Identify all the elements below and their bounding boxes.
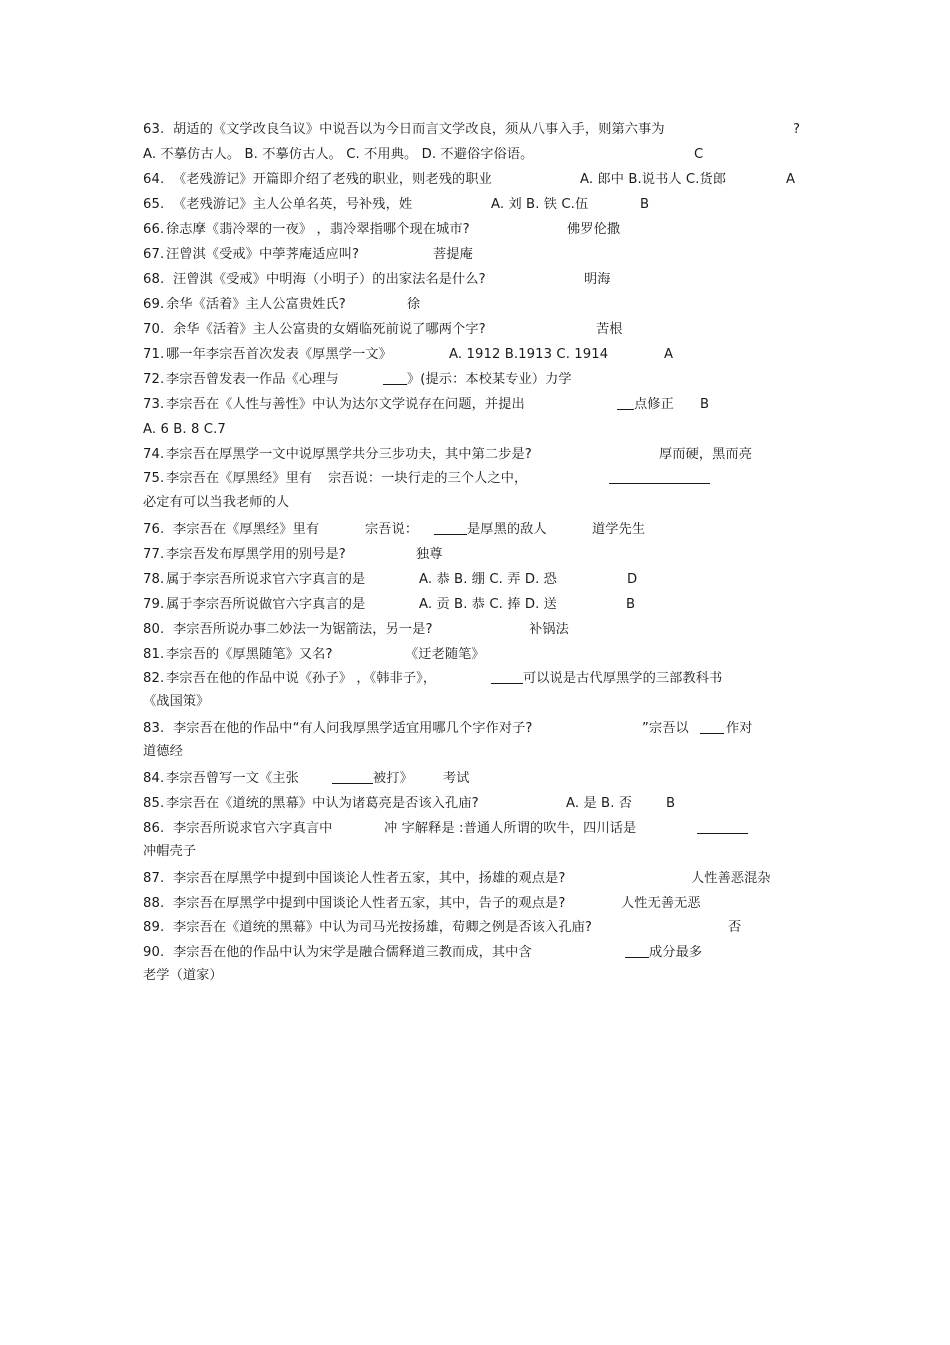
answer: 明海 — [584, 272, 611, 287]
question-text: 李宗吾在厚黑学中提到中国谈论人性者五家，其中，告子的观点是? — [173, 896, 566, 911]
question-number: 72. — [143, 372, 165, 387]
question-text: 李宗吾曾发表一作品《心理与 — [166, 372, 339, 387]
question-text-line2: 必定有可以当我老师的人 — [143, 495, 290, 510]
question-text: 《老残游记》开篇即介绍了老残的职业，则老残的职业 — [173, 172, 492, 187]
question-number: 87. — [143, 871, 165, 886]
answer: 道学先生 — [592, 522, 646, 537]
question-number: 84. — [143, 771, 165, 786]
question-text-cont: 冲 字解释是 :普通人所谓的吹牛，四川话是 — [384, 821, 637, 836]
blank — [697, 819, 748, 841]
question-number: 83. — [143, 721, 165, 736]
question-text-cont: 点修正 — [634, 397, 674, 412]
question-number: 69. — [143, 297, 165, 312]
question-text-cont2: 作对 — [726, 721, 753, 736]
question-text: 余华《活着》主人公富贵姓氏? — [166, 297, 346, 312]
answer: B — [700, 397, 710, 412]
question-text-line2: 《战国策》 — [143, 694, 210, 709]
answer: 厚而硬，黑而亮 — [659, 447, 753, 462]
question-number: 65. — [143, 197, 165, 212]
blank — [609, 469, 710, 491]
options-text: A. 1912 B.1913 C. 1914 — [449, 347, 609, 362]
answer: 独尊 — [416, 547, 443, 562]
question-text: 李宗吾的《厚黑随笔》又名? — [166, 647, 333, 662]
answer: B — [666, 796, 676, 811]
blank — [617, 395, 634, 417]
question-text: 《老残游记》主人公单名英，号补残，姓 — [173, 197, 413, 212]
answer: B — [626, 597, 636, 612]
question-text: 汪曾淇《受戒》中荸荠庵适应叫? — [166, 247, 360, 262]
question-number: 75. — [143, 471, 165, 486]
answer: 《迂老随笔》 — [405, 647, 485, 662]
question-text: 李宗吾在他的作品中“有人问我厚黑学适宜用哪几个字作对子? — [173, 721, 533, 736]
question-text: 李宗吾在厚黑学一文中说厚黑学共分三步功夫，其中第二步是? — [166, 447, 532, 462]
blank — [383, 370, 407, 392]
question-number: 70. — [143, 322, 165, 337]
answer: 补锅法 — [529, 622, 569, 637]
question-number: 80. — [143, 622, 165, 637]
options-text: A. 6 B. 8 C.7 — [143, 422, 226, 437]
question-text: 李宗吾在《道统的黑幕》中认为诸葛亮是否该入孔庙? — [166, 796, 479, 811]
blank — [491, 669, 523, 691]
question-text: 李宗吾在厚黑学中提到中国谈论人性者五家，其中，扬雄的观点是? — [173, 871, 566, 886]
blank — [434, 520, 467, 542]
question-number: 79. — [143, 597, 165, 612]
question-text-cont: 宗吾说： — [365, 522, 419, 537]
question-text: 汪曾淇《受戒》中明海（小明子）的出家法名是什么? — [173, 272, 486, 287]
options-text: A. 贡 B. 恭 C. 捧 D. 送 — [419, 597, 557, 612]
question-text: 徐志摩《翡冷翠的一夜》 ，翡冷翠指哪个现在城市? — [166, 222, 470, 237]
answer: 人性善恶混杂 — [691, 871, 771, 886]
blank — [332, 769, 373, 791]
question-text-cont: 宗吾说：一块行走的三个人之中， — [328, 471, 528, 486]
answer: D — [627, 572, 638, 587]
question-text: 李宗吾在《厚黑经》里有 — [173, 522, 320, 537]
question-number: 76. — [143, 522, 165, 537]
question-text: 李宗吾在《厚黑经》里有 — [166, 471, 313, 486]
question-number: 67. — [143, 247, 165, 262]
answer: 人性无善无恶 — [621, 896, 701, 911]
question-number: 74. — [143, 447, 165, 462]
question-text: 李宗吾在《人性与善性》中认为达尔文学说存在问题，并提出 — [166, 397, 525, 412]
options-text: A. 恭 B. 绷 C. 弄 D. 恐 — [419, 572, 557, 587]
question-number: 89. — [143, 920, 165, 935]
question-number: 86. — [143, 821, 165, 836]
question-text: 李宗吾所说求官六字真言中 — [173, 821, 333, 836]
question-number: 63. — [143, 122, 165, 137]
question-text-cont: 成分最多 — [649, 945, 703, 960]
options-text: A. 刘 B. 铁 C.伍 — [491, 197, 589, 212]
answer: C — [694, 147, 704, 162]
question-text: 李宗吾在他的作品中说《孙子》 ，《韩非子》， — [166, 671, 437, 686]
answer: 否 — [728, 920, 742, 935]
question-number: 90. — [143, 945, 165, 960]
answer: 苦根 — [596, 322, 623, 337]
options-text: A. 郎中 B.说书人 C.货郎 — [580, 172, 727, 187]
question-text: 李宗吾发布厚黑学用的别号是? — [166, 547, 346, 562]
answer: 菩提庵 — [433, 247, 473, 262]
question-text-line2: 老学（道家） — [143, 968, 223, 983]
answer: A — [786, 172, 796, 187]
question-text: 属于李宗吾所说做官六字真言的是 — [166, 597, 366, 612]
question-text: 属于李宗吾所说求官六字真言的是 — [166, 572, 366, 587]
question-text: 李宗吾在他的作品中认为宋学是融合儒释道三教而成，其中含 — [173, 945, 532, 960]
question-text-cont: 可以说是古代厚黑学的三部教科书 — [523, 671, 723, 686]
options-text: A. 是 B. 否 — [566, 796, 633, 811]
question-number: 85. — [143, 796, 165, 811]
question-text-line2: 冲帽壳子 — [143, 844, 197, 859]
question-number: 64. — [143, 172, 165, 187]
options-text: A. 不摹仿古人。 B. 不摹仿古人。 C. 不用典。 D. 不避俗字俗语。 — [143, 147, 534, 162]
blank — [700, 719, 724, 741]
question-text: 李宗吾所说办事二妙法一为锯箭法，另一是? — [173, 622, 433, 637]
question-text-cont2: 是厚黑的敌人 — [467, 522, 547, 537]
question-number: 66. — [143, 222, 165, 237]
question-text-cont: 》(提示：本校某专业）力学 — [407, 372, 572, 387]
question-number: 88. — [143, 896, 165, 911]
answer: 徐 — [407, 297, 421, 312]
question-text: 胡适的《文学改良刍议》中说吾以为今日而言文学改良，须从八事入手，则第六事为 — [173, 122, 665, 137]
blank — [625, 943, 649, 965]
answer: B — [640, 197, 650, 212]
question-text-cont: 被打》 — [373, 771, 413, 786]
question-tail: ? — [793, 122, 801, 137]
answer: A — [664, 347, 674, 362]
question-number: 71. — [143, 347, 165, 362]
question-text: 李宗吾曾写一文《主张 — [166, 771, 299, 786]
question-number: 78. — [143, 572, 165, 587]
question-text: 哪一年李宗吾首次发表《厚黑学一文》 — [166, 347, 392, 362]
question-text: 余华《活着》主人公富贵的女婿临死前说了哪两个字? — [173, 322, 486, 337]
question-text-cont: ”宗吾以 — [642, 721, 689, 736]
answer: 佛罗伦撒 — [567, 222, 621, 237]
question-number: 68. — [143, 272, 165, 287]
question-number: 82. — [143, 671, 165, 686]
question-number: 77. — [143, 547, 165, 562]
answer: 考试 — [443, 771, 470, 786]
question-text-line2: 道德经 — [143, 744, 183, 759]
question-number: 73. — [143, 397, 165, 412]
question-number: 81. — [143, 647, 165, 662]
question-text: 李宗吾在《道统的黑幕》中认为司马光按扬雄，荀卿之例是否该入孔庙? — [173, 920, 593, 935]
